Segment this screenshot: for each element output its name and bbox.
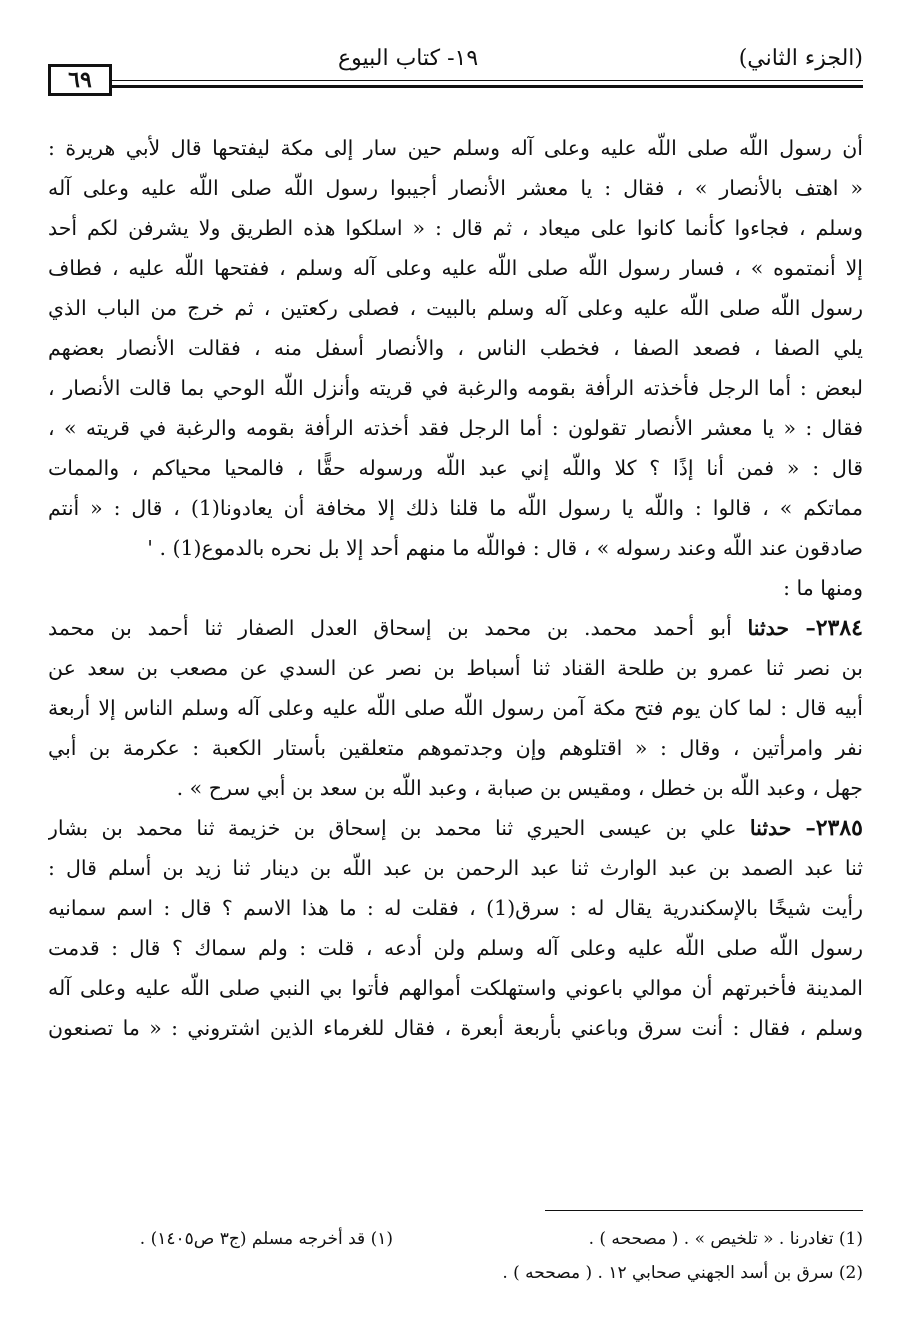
text-line: إلا أنمتموه » ، فسار رسول اللّه صلى اللّه عليه وعلى آله وسلم ، ففتحها اللّه عليه ، فطاف (48, 256, 863, 280)
text-line: لبعض : أما الرجل فأخذته الرأفة بقومه والرغبة في قريته وأنزل اللّه الوحي بما قالت الأنصار ، (48, 376, 863, 400)
footnote-1: (1) تغادرنا . « تلخيص » . ( مصححه ) . (588, 1229, 863, 1249)
hadith-lead: – حدثنا (749, 816, 816, 840)
section-intro: ومنها ما : (783, 576, 863, 600)
hadith-text: أبو أحمد محمد. بن محمد بن إسحاق العدل الصفار ثنا أحمد بن محمد (48, 616, 732, 640)
text-line: أن رسول اللّه صلى اللّه عليه وعلى آله وسلم حين سار إلى مكة ليفتحها قال لأبي هريرة : (48, 136, 863, 160)
page-header (48, 42, 863, 93)
footnote-2: (2) سرق بن أسد الجهني صحابي ١٢ . ( مصححه ) . (502, 1263, 863, 1283)
text-line: رسول اللّه صلى اللّه عليه وعلى آله وسلم بالبيت ، فصلى ركعتين ، ثم خرج من الباب الذي (48, 296, 863, 320)
text-line: جهل ، وعبد اللّه بن خطل ، ومقيس بن صبابة ، وعبد اللّه بن سعد بن أبي سرح » . (176, 776, 863, 800)
hadith-number: ٢٣٨٥ (815, 815, 863, 841)
text-line: نفر وامرأتين ، وقال : « اقتلوهم وإن وجدتموهم متعلقين بأستار الكعبة : عكرمة بن أبي (48, 736, 863, 760)
header-rule-thin (112, 80, 863, 81)
hadith-2385-first-line (48, 808, 863, 848)
volume-label: (الجزء الثاني) (738, 46, 863, 71)
footnote-row (48, 1222, 863, 1256)
text-line: صادقون عند اللّه وعند رسوله » ، قال : فواللّه ما منهم أحد إلا بل نحره بالدموع(1) . ' (147, 536, 863, 560)
page-number-box (48, 64, 112, 96)
text-line: مماتكم » ، قالوا : واللّه يا رسول اللّه ما قلنا ذلك إلا مخافة أن يعادونا(1) ، قال : « أنتم (48, 496, 863, 520)
text-line: وسلم ، فجاءوا كأنما كانوا على ميعاد ، ثم قال : « اسلكوا هذه الطريق ولا يشرفن لكم أحد (48, 216, 863, 240)
footnotes (48, 1222, 863, 1290)
text-line: ثنا عبد الصمد بن عبد الوارث ثنا عبد الرحمن بن عبد اللّه بن دينار ثنا زيد بن أسلم قال : (48, 856, 863, 880)
text-line: قال : « فمن أنا إذًا ؟ كلا واللّه إني عبد اللّه ورسوله حقًّا ، فالمحيا محياكم ، والممات (48, 456, 863, 480)
text-line: رأيت شيخًا بالإسكندرية يقال له : سرق(1) ، فقلت له : ما هذا الاسم ؟ قال : اسم سمانيه (48, 896, 863, 920)
hadith-lead: – حدثنا (747, 616, 816, 640)
footnote-row (48, 1256, 863, 1290)
book-title: ١٩- كتاب البيوع (338, 46, 479, 71)
header-rule-thick (112, 85, 863, 88)
page-number: ٦٩ (68, 67, 92, 93)
text-line: وسلم ، فقال : أنت سرق وباعني بأربعة أبعرة ، فقال للغرماء الذين اشتروني : « ما تصنعون (48, 1016, 863, 1040)
footnote-1-source: (١) قد أخرجه مسلم (ج٣ ص١٤٠٥) . (139, 1229, 393, 1249)
text-line: فقال : « يا معشر الأنصار تقولون : أما الرجل فقد أخذته الرأفة بقومه والرغبة في قريته » ، (48, 416, 863, 440)
text-line: أبيه قال : لما كان يوم فتح مكة آمن رسول اللّه صلى اللّه عليه وعلى آله وسلم الناس إلا أربعة (48, 696, 863, 720)
text-line: رسول اللّه صلى اللّه عليه وعلى آله وسلم ولن أدعه ، قلت : ولم سماك ؟ قال : قدمت (48, 936, 863, 960)
hadith-text: علي بن عيسى الحيري ثنا محمد بن إسحاق بن خزيمة ثنا محمد بن بشار (48, 816, 737, 840)
text-line: المدينة فأخبرتهم أن موالي باعوني واستهلكت أموالهم فأتوا بي النبي صلى اللّه عليه وعلى آله (48, 976, 863, 1000)
main-text (48, 128, 863, 1048)
text-line: « اهتف بالأنصار » ، فقال : يا معشر الأنصار أجيبوا رسول اللّه صلى اللّه عليه وعلى آله (48, 176, 863, 200)
hadith-2384-first-line (48, 608, 863, 648)
text-line: يلي الصفا ، فصعد الصفا ، فخطب الناس ، والأنصار أسفل منه ، فقالت الأنصار بعضهم (48, 336, 863, 360)
hadith-number: ٢٣٨٤ (815, 615, 863, 641)
footnote-separator (545, 1210, 863, 1211)
text-line: بن نصر ثنا عمرو بن طلحة القناد ثنا أسباط بن نصر عن السدي عن مصعب بن سعد عن (48, 656, 863, 680)
